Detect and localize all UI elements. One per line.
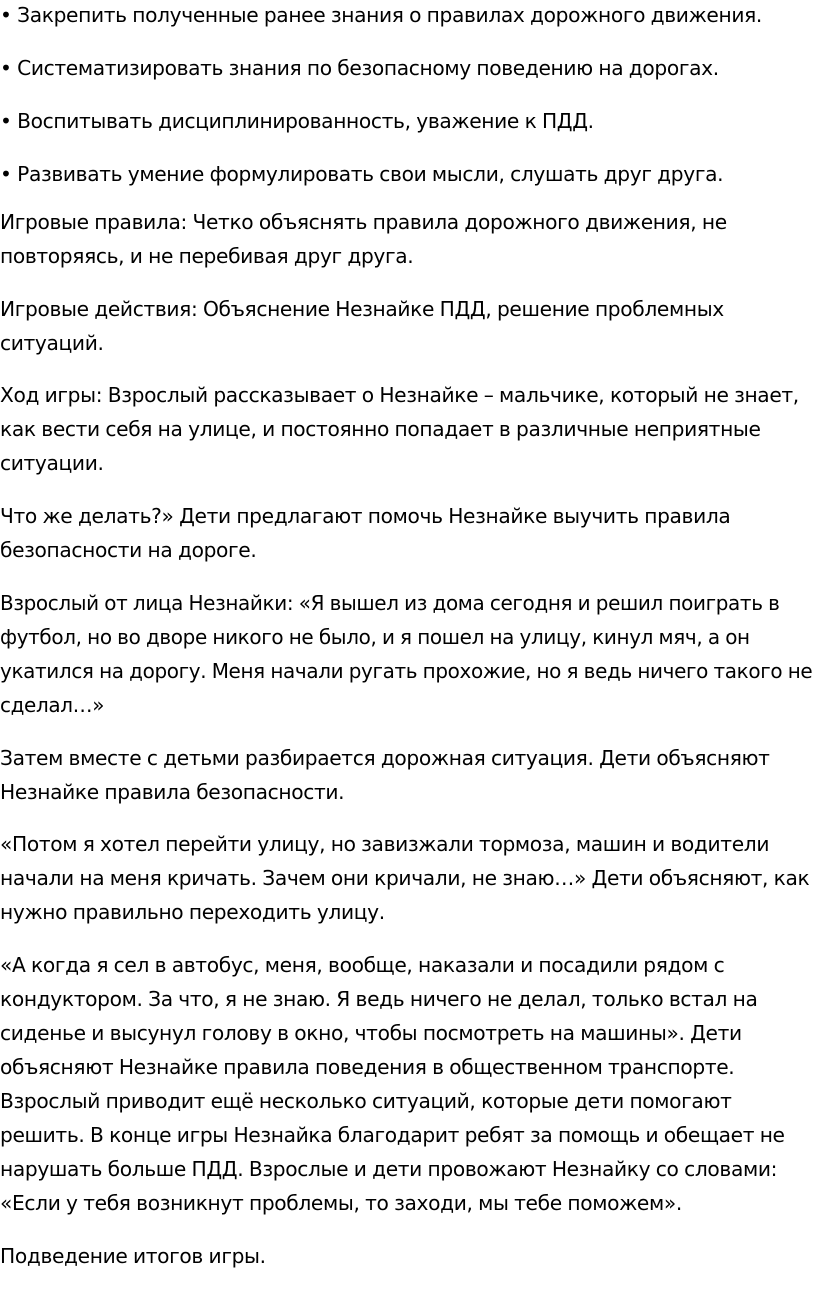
text-line: нарушать больше ПДД. Взрослые и дети провожают Незнайку со словами: (0, 1157, 778, 1181)
game-rules-paragraph (0, 205, 727, 273)
text-line: сделал…» (0, 693, 105, 717)
text-line: Затем вместе с детьми разбирается дорожная ситуация. Дети объясняют (0, 746, 770, 770)
goal-item-1 (0, 0, 762, 32)
text-line: футбол, но во дворе никого не было, и я пошел на улицу, кинул мяч, а он (0, 625, 750, 649)
text-line: нужно правильно переходить улицу. (0, 900, 385, 924)
text-line: Что же делать?» Дети предлагают помочь Незнайке выучить правила (0, 504, 731, 528)
text-line: Игровые действия: Объяснение Незнайке ПДД, решение проблемных (0, 297, 724, 321)
text-line: Игровые правила: Четко объяснять правила дорожного движения, не (0, 210, 727, 234)
bus-paragraph (0, 948, 785, 1220)
goal-item-2 (0, 51, 719, 85)
text-line: Незнайке правила безопасности. (0, 780, 345, 804)
text-line: кондуктором. За что, я не знаю. Я ведь ничего не делал, только встал на (0, 987, 758, 1011)
crossing-street-paragraph (0, 827, 809, 929)
text-line: начали на меня кричать. Зачем они кричали, не знаю…» Дети объясняют, как (0, 866, 810, 890)
text-line: сиденье и высунул голову в окно, чтобы посмотреть на машины». Дети (0, 1021, 742, 1045)
text-line: решить. В конце игры Незнайка благодарит ребят за помощь и обещает не (0, 1123, 785, 1147)
text-line: • Развивать умение формулировать свои мысли, слушать друг друга. (0, 162, 724, 186)
text-line: Взрослый приводит ещё несколько ситуаций, которые дети помогают (0, 1089, 732, 1113)
what-to-do-paragraph (0, 499, 730, 567)
text-line: как вести себя на улице, и постоянно попадает в различные неприятные (0, 417, 761, 441)
text-line: • Систематизировать знания по безопасному поведению на дорогах. (0, 56, 719, 80)
text-line: безопасности на дороге. (0, 538, 257, 562)
summary-paragraph (0, 1239, 266, 1273)
text-line: «А когда я сел в автобус, меня, вообще, наказали и посадили рядом с (0, 953, 725, 977)
goal-item-3 (0, 104, 594, 138)
text-line: объясняют Незнайке правила поведения в общественном транспорте. (0, 1055, 735, 1079)
text-line: Взрослый от лица Незнайки: «Я вышел из дома сегодня и решил поиграть в (0, 591, 780, 615)
goal-item-4 (0, 157, 723, 191)
text-line: укатился на дорогу. Меня начали ругать прохожие, но я ведь ничего такого не (0, 659, 813, 683)
text-line: «Если у тебя возникнут проблемы, то заходи, мы тебе поможем». (0, 1191, 682, 1215)
text-line: • Закрепить полученные ранее знания о правилах дорожного движения. (0, 3, 762, 27)
neznayka-football-paragraph (0, 586, 816, 722)
text-line: ситуации. (0, 451, 104, 475)
game-progress-paragraph (0, 378, 799, 480)
discussion-paragraph (0, 741, 770, 809)
text-line: ситуаций. (0, 331, 104, 355)
text-line: Ход игры: Взрослый рассказывает о Незнайке – мальчике, который не знает, (0, 383, 799, 407)
game-actions-paragraph (0, 292, 724, 360)
text-line: повторяясь, и не перебивая друг друга. (0, 244, 414, 268)
text-line: Подведение итогов игры. (0, 1244, 266, 1268)
text-line: «Потом я хотел перейти улицу, но завизжали тормоза, машин и водители (0, 832, 770, 856)
text-line: • Воспитывать дисциплинированность, уважение к ПДД. (0, 109, 594, 133)
